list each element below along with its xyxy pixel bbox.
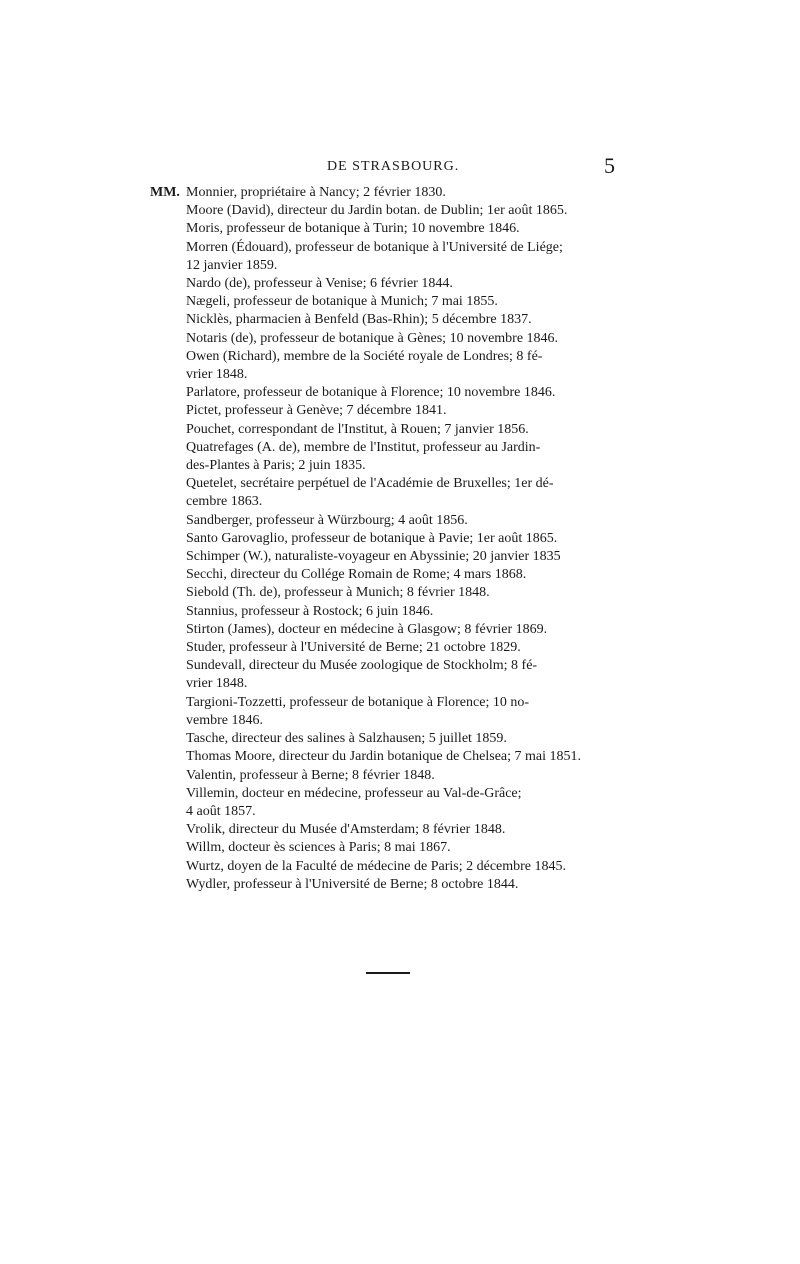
entry-line: Wydler, professeur à l'Université de Berne; 8 octobre 1844. [186,876,519,892]
list-item [150,821,628,839]
entry-line: Tasche, directeur des salines à Salzhausen; 5 juillet 1859. [186,731,507,747]
entry-continuation-line: cembre 1863. [186,494,263,510]
entry-line: Schimper (W.), naturaliste-voyageur en Abyssinie; 20 janvier 1835 [186,549,561,565]
list-item [150,275,628,293]
entry-line: Willm, docteur ès sciences à Paris; 8 mai 1867. [186,840,451,856]
list-item [150,748,628,766]
entry-continuation-line: vrier 1848. [186,676,248,692]
list-item [150,293,628,311]
entry-line: Monnier, propriétaire à Nancy; 2 février 1830. [186,185,446,200]
entry-line: Nægeli, professeur de botanique à Munich; 7 mai 1855. [186,294,498,310]
entry-line: Sundevall, directeur du Musée zoologique de Stockholm; 8 fé- [186,658,538,674]
entry-line: Stannius, professeur à Rostock; 6 juin 1846. [186,603,434,619]
list-item [150,184,628,202]
list-item [150,584,628,602]
list-item [150,621,628,639]
page-number: 5 [604,153,615,178]
list-prefix: MM. [150,185,180,200]
entry-line: Moris, professeur de botanique à Turin; 10 novembre 1846. [186,221,520,237]
list-item [150,512,628,530]
list-item [150,330,628,348]
entry-continuation-line: 12 janvier 1859. [186,257,278,273]
entry-line: Owen (Richard), membre de la Société royale de Londres; 8 fé- [186,348,543,364]
entry-line: Targioni-Tozzetti, professeur de botanique à Florence; 10 no- [186,694,529,710]
list-item [150,220,628,238]
closing-rule [366,972,410,974]
member-list [150,184,628,894]
list-item [150,694,628,730]
entry-line: Nardo (de), professeur à Venise; 6 février 1844. [186,276,453,292]
entry-line: Quatrefages (A. de), membre de l'Institut, professeur au Jardin- [186,439,541,455]
list-item [150,421,628,439]
list-item [150,548,628,566]
entry-continuation-line: vembre 1846. [186,712,263,728]
entry-continuation-line: des-Plantes à Paris; 2 juin 1835. [186,458,366,474]
list-item [150,785,628,821]
list-item [150,730,628,748]
entry-line: Moore (David), directeur du Jardin botan. de Dublin; 1er août 1865. [186,203,568,219]
list-item [150,348,628,384]
list-item [150,239,628,275]
entry-line: Pictet, professeur à Genève; 7 décembre 1841. [186,403,447,419]
list-item [150,839,628,857]
list-item [150,384,628,402]
entry-line: Thomas Moore, directeur du Jardin botanique de Chelsea; 7 mai 1851. [186,749,582,765]
entry-line: Stirton (James), docteur en médecine à Glasgow; 8 février 1869. [186,621,548,637]
entry-line: Morren (Édouard), professeur de botanique à l'Université de Liége; [186,239,563,255]
running-head-title: DE STRASBOURG. [327,159,460,174]
entry-line: Secchi, directeur du Collége Romain de Rome; 4 mars 1868. [186,567,527,583]
list-item [150,603,628,621]
entry-line: Nicklès, pharmacien à Benfeld (Bas-Rhin); 5 décembre 1837. [186,312,532,328]
entry-line: Wurtz, doyen de la Faculté de médecine de Paris; 2 décembre 1845. [186,858,567,874]
list-item [150,311,628,329]
entry-line: Parlatore, professeur de botanique à Florence; 10 novembre 1846. [186,385,556,401]
entry-line: Santo Garovaglio, professeur de botanique à Pavie; 1er août 1865. [186,530,558,546]
entry-line: Sandberger, professeur à Würzbourg; 4 août 1856. [186,512,468,528]
entry-line: Notaris (de), professeur de botanique à Gènes; 10 novembre 1846. [186,330,559,346]
list-item [150,475,628,511]
list-item [150,657,628,693]
list-item [150,402,628,420]
entry-line: Quetelet, secrétaire perpétuel de l'Académie de Bruxelles; 1er dé- [186,476,554,492]
list-item [150,858,628,876]
list-item [150,566,628,584]
entry-line: Villemin, docteur en médecine, professeur au Val-de-Grâce; [186,785,522,801]
entry-continuation-line: vrier 1848. [186,367,248,383]
entry-line: Studer, professeur à l'Université de Berne; 21 octobre 1829. [186,640,521,656]
list-item [150,767,628,785]
entry-line: Valentin, professeur à Berne; 8 février 1848. [186,767,435,783]
entry-line: Pouchet, correspondant de l'Institut, à Rouen; 7 janvier 1856. [186,421,529,437]
list-item [150,530,628,548]
entry-line: Siebold (Th. de), professeur à Munich; 8 février 1848. [186,585,490,601]
running-head [0,153,800,183]
list-item [150,876,628,894]
list-item [150,202,628,220]
list-item [150,639,628,657]
entry-continuation-line: 4 août 1857. [186,803,256,819]
list-item [150,439,628,475]
entry-line: Vrolik, directeur du Musée d'Amsterdam; 8 février 1848. [186,822,506,838]
